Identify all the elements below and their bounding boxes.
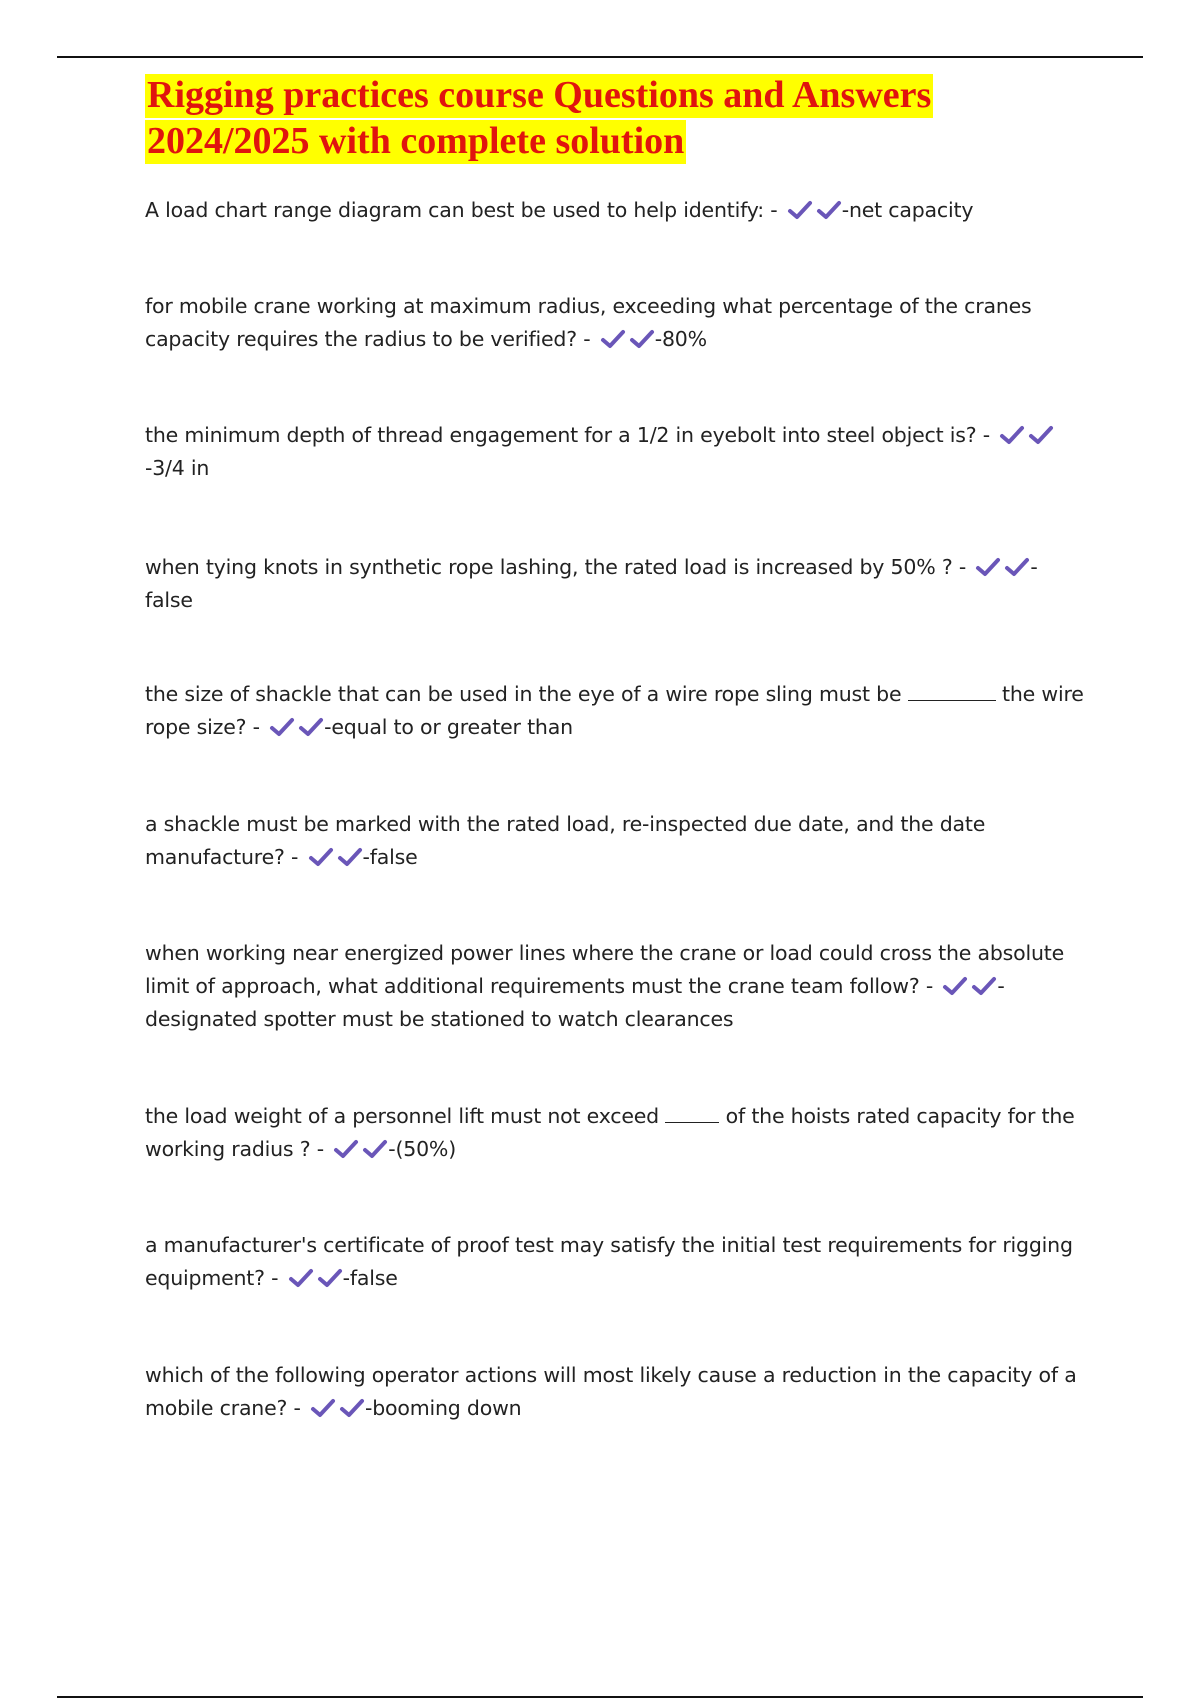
qa-item xyxy=(145,937,1085,1036)
qa-item xyxy=(145,551,1085,617)
qa-item xyxy=(145,194,1085,227)
question-text-after-blank: the wire rope size? - xyxy=(145,682,1084,739)
document-title xyxy=(145,72,1085,164)
title-line-1: Rigging practices course Questions and Answers xyxy=(147,74,932,116)
check-icon xyxy=(288,1267,314,1289)
fill-in-blank xyxy=(665,1106,719,1123)
answer-text: -false xyxy=(145,555,1038,612)
answer-text: -designated spotter must be stationed to watch clearances xyxy=(145,974,1005,1031)
question-text: when working near energized power lines where the crane or load could cross the absolute limit of approach, what additional requirements must the crane team follow? - xyxy=(145,941,1065,998)
question-text: when tying knots in synthetic rope lashing, the rated load is increased by 50% ? - xyxy=(145,555,967,579)
check-icon xyxy=(787,199,813,221)
answer-text: -80% xyxy=(654,327,707,351)
answer-text: -net capacity xyxy=(841,198,974,222)
check-icon xyxy=(308,846,334,868)
answer-text: -booming down xyxy=(365,1396,522,1420)
qa-item xyxy=(145,678,1085,744)
check-icon xyxy=(1004,556,1030,578)
check-icon xyxy=(600,328,626,350)
check-icon xyxy=(317,1267,343,1289)
check-icon xyxy=(975,556,1001,578)
question-text: a shackle must be marked with the rated load, re-inspected due date, and the date manufacture? - xyxy=(145,812,986,869)
check-icon xyxy=(310,1397,336,1419)
question-text-before-blank: the size of shackle that can be used in the eye of a wire rope sling must be xyxy=(145,682,902,706)
check-icon xyxy=(333,1138,359,1160)
answer-text: -false xyxy=(362,845,418,869)
check-icon xyxy=(942,975,968,997)
check-icon xyxy=(337,846,363,868)
qa-item xyxy=(145,419,1085,485)
qa-item xyxy=(145,290,1085,356)
question-text: the minimum depth of thread engagement for a 1/2 in eyebolt into steel object is? - xyxy=(145,423,990,447)
check-icon xyxy=(971,975,997,997)
check-icon xyxy=(1028,424,1054,446)
qa-item xyxy=(145,808,1085,874)
qa-list xyxy=(145,194,1085,1425)
answer-text: -false xyxy=(342,1266,398,1290)
top-rule xyxy=(57,56,1143,58)
check-icon xyxy=(999,424,1025,446)
question-text-before-blank: the load weight of a personnel lift must not exceed xyxy=(145,1104,659,1128)
question-text: which of the following operator actions will most likely cause a reduction in the capacity of a mobile crane? - xyxy=(145,1363,1077,1420)
fill-in-blank xyxy=(908,684,996,701)
check-icon xyxy=(339,1397,365,1419)
qa-item xyxy=(145,1229,1085,1295)
question-text: for mobile crane working at maximum radius, exceeding what percentage of the cranes capacity requires the radius to be verified? - xyxy=(145,294,1032,351)
check-icon xyxy=(629,328,655,350)
answer-text: -(50%) xyxy=(388,1137,457,1161)
document-body xyxy=(145,72,1085,1425)
check-icon xyxy=(362,1138,388,1160)
question-text-after-blank: of the hoists rated capacity for the working radius ? - xyxy=(145,1104,1075,1161)
qa-item xyxy=(145,1100,1085,1166)
answer-text: -equal to or greater than xyxy=(324,715,573,739)
bottom-rule xyxy=(57,1696,1143,1698)
answer-text: -3/4 in xyxy=(145,456,210,480)
question-text: A load chart range diagram can best be used to help identify: - xyxy=(145,198,778,222)
title-line-2: 2024/2025 with complete solution xyxy=(147,120,685,162)
check-icon xyxy=(269,716,295,738)
question-text: a manufacturer's certificate of proof test may satisfy the initial test requirements for rigging equipment? - xyxy=(145,1233,1073,1290)
check-icon xyxy=(298,716,324,738)
check-icon xyxy=(816,199,842,221)
qa-item xyxy=(145,1359,1085,1425)
